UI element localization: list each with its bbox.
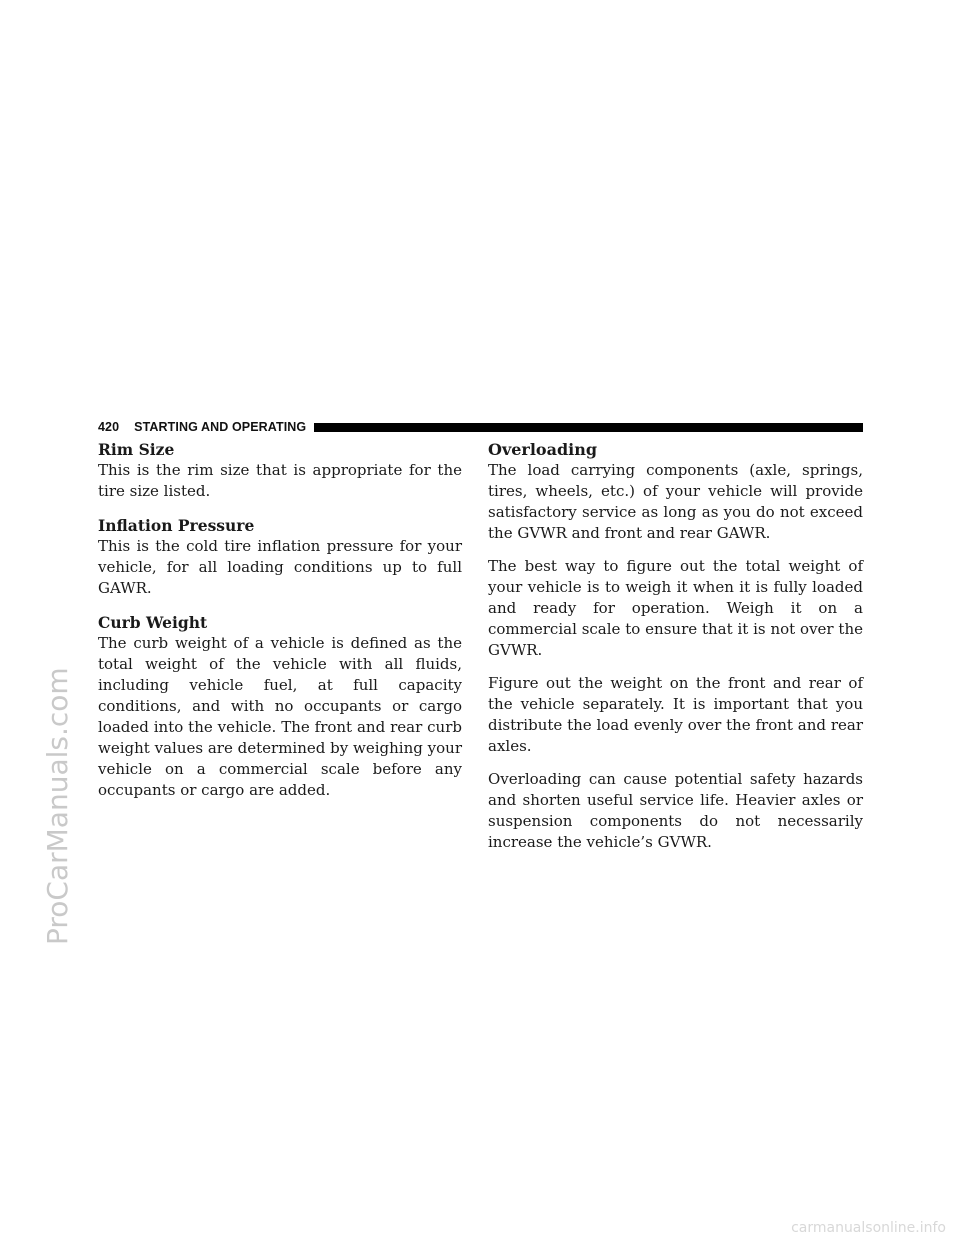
page-header <box>98 418 863 436</box>
paragraph-curb-weight: The curb weight of a vehicle is defined as the total weight of the vehicle with all fluids, including vehicle fuel, at full capacity conditions, and with no occupants or cargo loaded into the vehicle. The front and rear curb weight values are determined by weighing your vehicle on a commercial scale before any occupants or cargo are added. <box>98 634 462 799</box>
heading-overloading: Overloading <box>488 440 598 459</box>
paragraph-inflation-pressure: This is the cold tire inflation pressure for your vehicle, for all loading conditions up to full GAWR. <box>98 537 462 597</box>
heading-rim-size: Rim Size <box>98 440 175 459</box>
section-title: STARTING AND OPERATING <box>134 420 307 434</box>
paragraph-rim-size: This is the rim size that is appropriate for the tire size listed. <box>98 461 462 500</box>
paragraph-overloading-4: Overloading can cause potential safety hazards and shorten useful service life. Heavier axles or suspension components do not necessarily increase the vehicle’s GVWR. <box>488 770 863 851</box>
paragraph-overloading-2: The best way to figure out the total weight of your vehicle is to weigh it when it is fully loaded and ready for operation. Weigh it on a commercial scale to ensure that it is not over the GVWR. <box>488 557 863 659</box>
paragraph-overloading-1: The load carrying components (axle, springs, tires, wheels, etc.) of your vehicle will provide satisfactory service as long as you do not exceed the GVWR and front and rear GAWR. <box>488 461 863 542</box>
left-column <box>98 440 462 815</box>
page-number: 420 <box>98 420 120 434</box>
right-column <box>488 440 863 865</box>
header-rule <box>314 423 863 432</box>
footer-watermark: carmanualsonline.info <box>791 1220 946 1236</box>
paragraph-overloading-3: Figure out the weight on the front and rear of the vehicle separately. It is important that you distribute the load evenly over the front and rear axles. <box>488 674 863 755</box>
side-watermark: ProCarManuals.com <box>41 667 74 945</box>
heading-curb-weight: Curb Weight <box>98 613 208 632</box>
heading-inflation-pressure: Inflation Pressure <box>98 516 255 535</box>
